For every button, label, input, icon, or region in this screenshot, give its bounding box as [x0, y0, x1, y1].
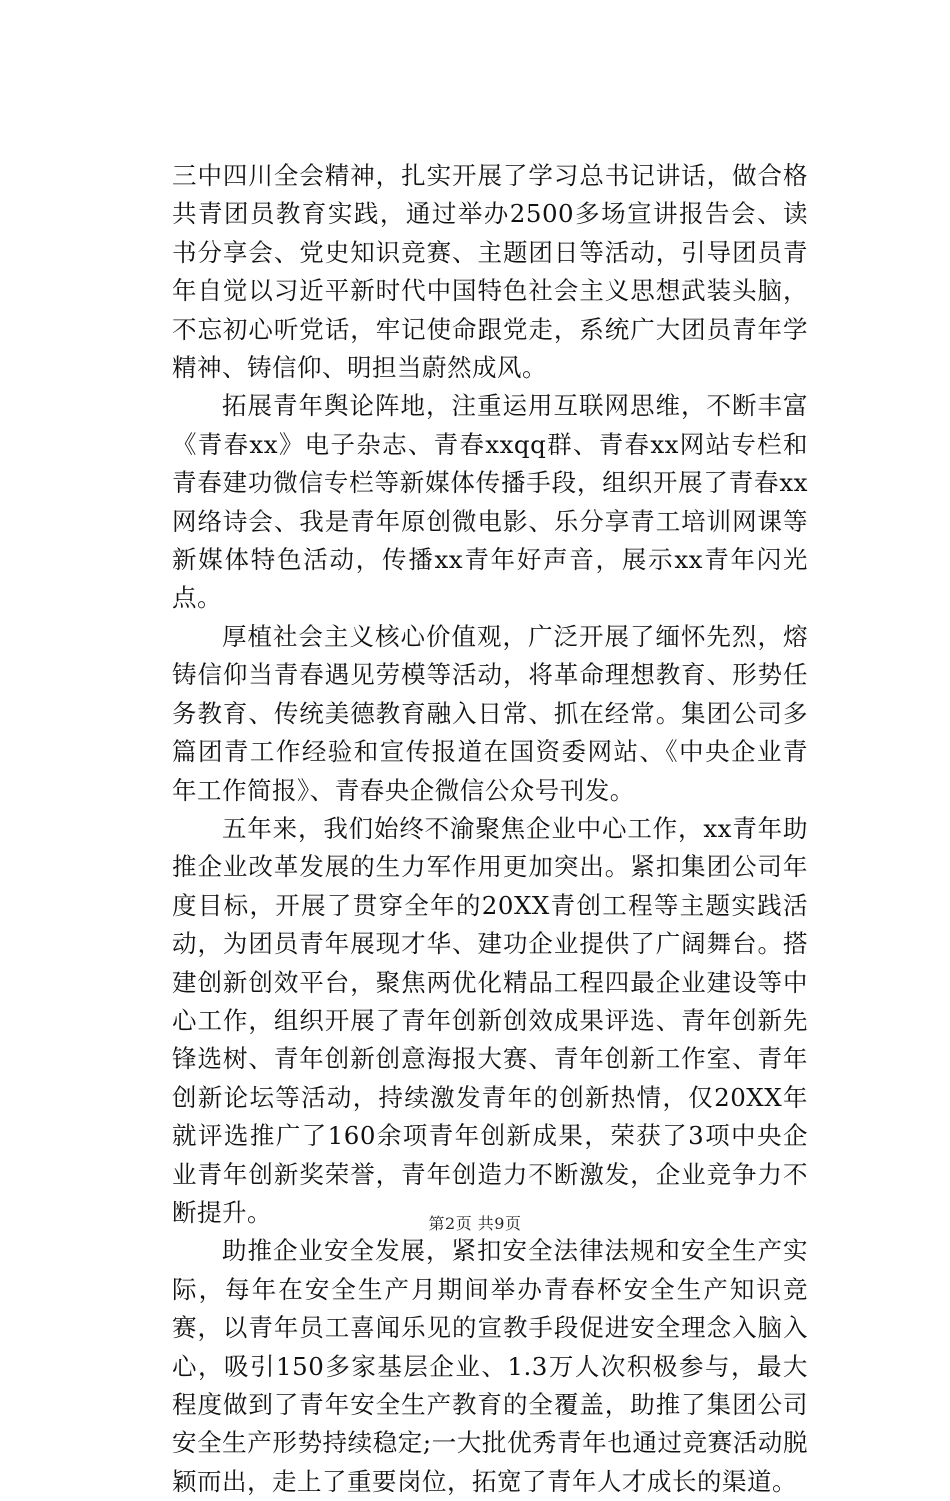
paragraph-4: 五年来，我们始终不渝聚焦企业中心工作，xx青年助推企业改革发展的生力军作用更加突出。紧扣集团公司年度目标，开展了贯穿全年的20XX青创工程等主题实践活动，为团员青年展现才华、建功企业提供了广阔舞台。搭建创新创效平台，聚焦两优化精品工程四最企业建设等中心工作，组织开展了青年创新创效成果评选、青年创新先锋选树、青年创新创意海报大赛、青年创新工作室、青年创新论坛等活动，持续激发青年的创新热情，仅20XX年就评选推广了160余项青年创新成果，荣获了3项中央企业青年创新奖荣誉，青年创造力不断激发，企业竞争力不断提升。: [172, 813, 808, 1227]
paragraph-5: 助推企业安全发展，紧扣安全法律法规和安全生产实际，每年在安全生产月期间举办青春杯安全生产知识竞赛，以青年员工喜闻乐见的宣教手段促进安全理念入脑入心，吸引150多家基层企业、1.3万人次积极参与，最大程度做到了青年安全生产教育的全覆盖，助推了集团公司安全生产形势持续稳定;一大批优秀青年也通过竞赛活动脱颖而出，走上了重要岗位，拓宽了青年人才成长的渠道。: [172, 1236, 808, 1496]
document-body: [172, 157, 808, 1501]
paragraph-2: 拓展青年舆论阵地，注重运用互联网思维，不断丰富《青春xx》电子杂志、青春xxqq群、青春xx网站专栏和青春建功微信专栏等新媒体传播手段，组织开展了青春xx网络诗会、我是青年原创微电影、乐分享青工培训网课等新媒体特色活动，传播xx青年好声音，展示xx青年闪光点。: [172, 391, 808, 613]
paragraph-1: 三中四川全会精神，扎实开展了学习总书记讲话，做合格共青团员教育实践，通过举办2500多场宣讲报告会、读书分享会、党史知识竞赛、主题团日等活动，引导团员青年自觉以习近平新时代中国特色社会主义思想武装头脑，不忘初心听党话，牢记使命跟党走，系统广大团员青年学精神、铸信仰、明担当蔚然成风。: [172, 161, 808, 383]
paragraph-3: 厚植社会主义核心价值观，广泛开展了缅怀先烈，熔铸信仰当青春遇见劳模等活动，将革命理想教育、形势任务教育、传统美德教育融入日常、抓在经常。集团公司多篇团青工作经验和宣传报道在国资委网站、《中央企业青年工作简报》、青春央企微信公众号刊发。: [172, 621, 808, 805]
page-number-footer: 第2页 共9页: [428, 1214, 522, 1233]
